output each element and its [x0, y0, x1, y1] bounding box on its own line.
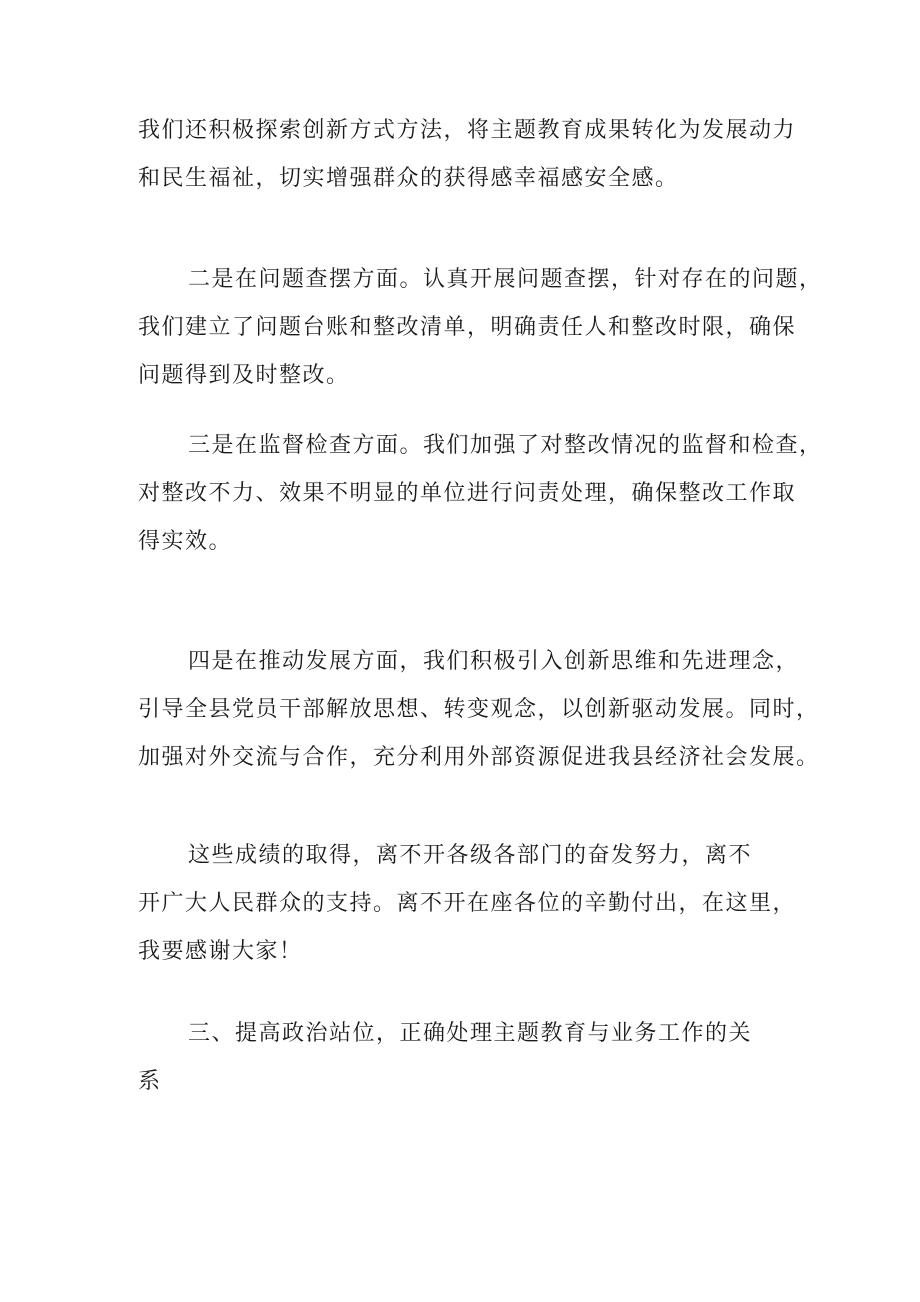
paragraph-5-line-2: 开广大人民群众的支持。离不开在座各位的辛勤付出，在这里， — [138, 891, 797, 916]
paragraph-2-line-1: 二是在问题查摆方面。认真开展问题查摆，针对存在的问题， — [188, 267, 823, 292]
paragraph-5 — [138, 832, 818, 976]
paragraph-3 — [138, 422, 823, 566]
paragraph-2 — [138, 256, 823, 400]
paragraph-3-line-2: 对整改不力、效果不明显的单位进行问责处理，确保整改工作取 — [138, 481, 797, 506]
paragraph-4-line-3: 加强对外交流与合作，充分利用外部资源促进我县经济社会发展。 — [138, 745, 820, 770]
paragraph-2-line-3: 问题得到及时整改。 — [138, 363, 350, 388]
paragraph-1-line-2: 和民生福祉，切实增强群众的获得感幸福感安全感。 — [138, 166, 679, 191]
paragraph-1-line-1: 我们还积极探索创新方式方法，将主题教育成果转化为发展动力 — [138, 118, 797, 143]
section-heading-line-1: 三、提高政治站位，正确处理主题教育与业务工作的关 — [188, 1021, 753, 1046]
paragraph-5-line-1: 这些成绩的取得，离不开各级各部门的奋发努力，离不 — [188, 843, 753, 868]
paragraph-4 — [138, 638, 818, 782]
paragraph-1 — [138, 107, 818, 203]
section-heading — [138, 1010, 818, 1106]
paragraph-2-line-2: 我们建立了问题台账和整改清单，明确责任人和整改时限，确保 — [138, 315, 797, 340]
paragraph-4-line-1: 四是在推动发展方面，我们积极引入创新思维和先进理念， — [188, 649, 800, 674]
paragraph-5-line-3: 我要感谢大家！ — [138, 939, 303, 964]
section-heading-line-2: 系 — [138, 1069, 162, 1094]
paragraph-3-line-3: 得实效。 — [138, 529, 233, 554]
paragraph-3-line-1: 三是在监督检查方面。我们加强了对整改情况的监督和检查， — [188, 433, 823, 458]
paragraph-4-line-2: 引导全县党员干部解放思想、转变观念，以创新驱动发展。同时， — [138, 697, 820, 722]
